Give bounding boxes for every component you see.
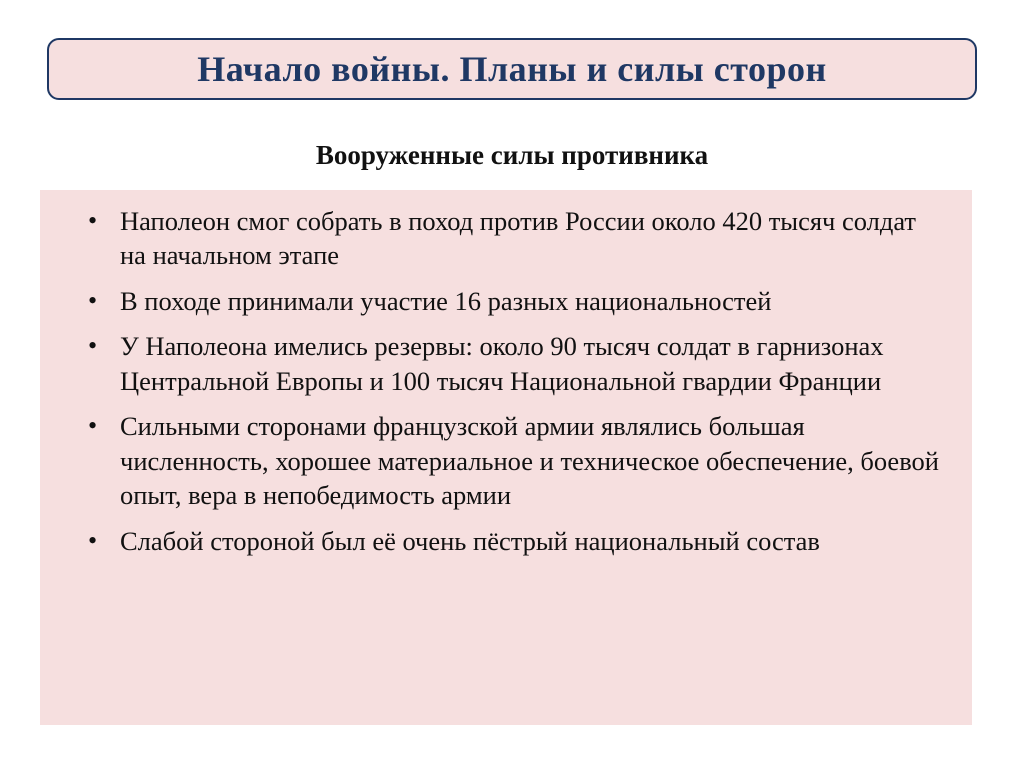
list-item xyxy=(66,524,946,558)
section-heading: Вооруженные силы противника xyxy=(315,140,709,170)
bullet-marker: • xyxy=(88,525,98,555)
list-item xyxy=(66,204,946,273)
list-item-text: В походе принимали участие 16 разных национальностей xyxy=(120,285,772,316)
list-item xyxy=(66,284,946,318)
content-panel xyxy=(40,190,972,725)
bullet-marker: • xyxy=(88,331,98,361)
list-item-text: Слабой стороной был её очень пёстрый национальный состав xyxy=(120,525,820,556)
list-item xyxy=(66,329,946,398)
list-item xyxy=(66,409,946,512)
list-item-text: Сильными сторонами французской армии являлись большая численность, хорошее материальное и техническое обеспечение, боевой опыт, вера в непобедимость армии xyxy=(120,411,939,511)
bullet-list xyxy=(66,204,946,558)
list-item-text: У Наполеона имелись резервы: около 90 тысяч солдат в гарнизонах Центральной Европы и 100 тысяч Национальной гвардии Франции xyxy=(120,331,884,396)
page-title: Начало войны. Планы и силы сторон xyxy=(197,49,827,89)
bullet-marker: • xyxy=(88,206,98,235)
bullet-marker: • xyxy=(88,411,98,441)
bullet-marker: • xyxy=(88,285,98,315)
title-box xyxy=(47,38,977,100)
list-item-text: Наполеон смог собрать в поход против России около 420 тысяч солдат на начальном этапе xyxy=(120,206,917,271)
